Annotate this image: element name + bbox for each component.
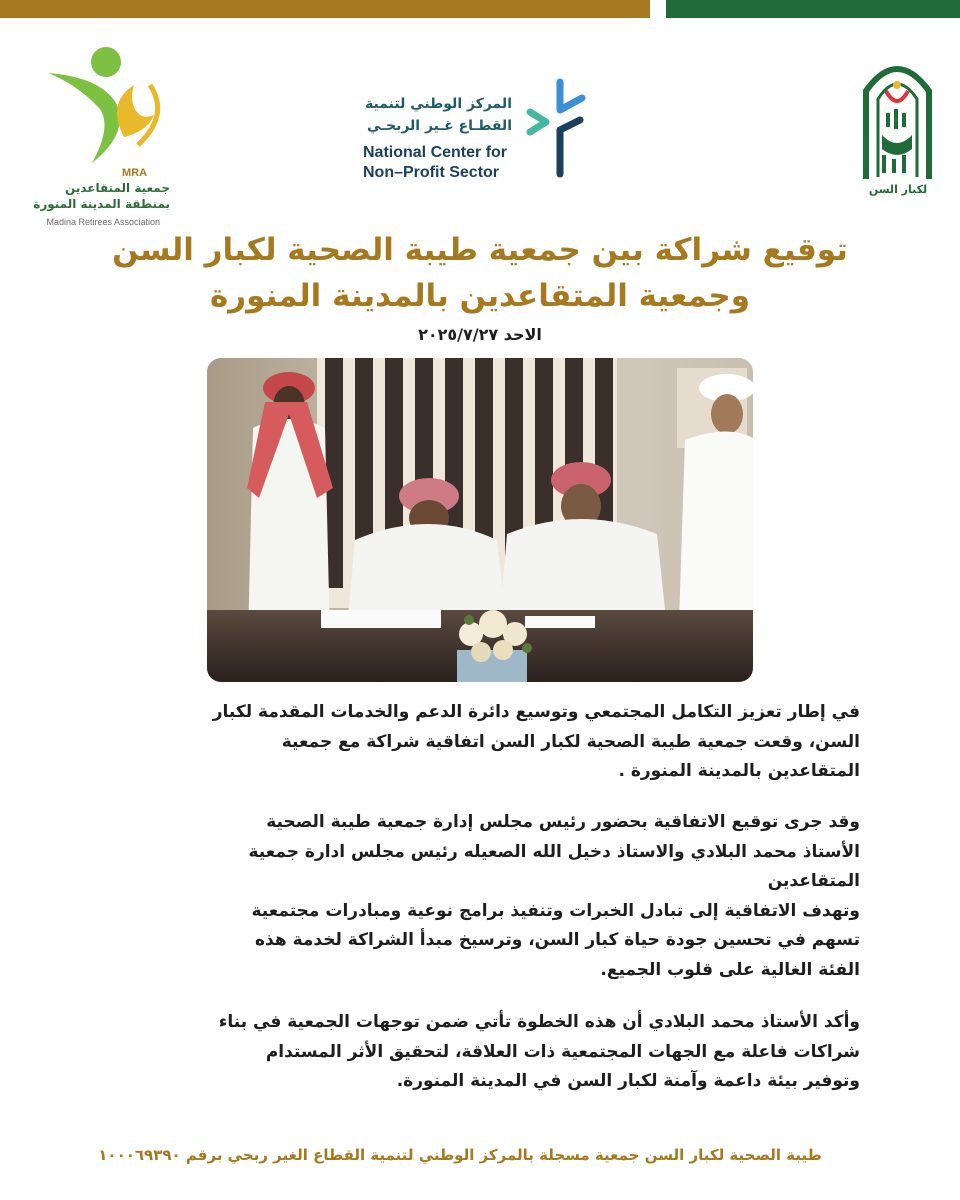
mra-logo-icon	[30, 45, 190, 175]
paragraph-details-line: وتهدف الاتفاقية إلى تبادل الخبرات وتنفيذ برامج نوعية ومبادرات مجتمعية	[251, 900, 860, 921]
mra-name-ar-line1: جمعية المتقاعدين	[65, 181, 170, 195]
taiba-logo	[860, 55, 935, 200]
paragraph-closing-line: وتوفير بيئة داعمة وآمنة لكبار السن في المدينة المنورة.	[396, 1071, 860, 1091]
paragraph-closing	[100, 1008, 860, 1097]
headline-line2: وجمعية المتقاعدين بالمدينة المنورة	[210, 278, 750, 314]
mra-logo	[30, 45, 190, 227]
paragraph-details-line: وقد جرى توقيع الاتفاقية بحضور رئيس مجلس إدارة جمعية طيبة الصحية	[266, 812, 860, 832]
ncnp-arrows-icon	[520, 78, 600, 178]
paragraph-details-line: الأستاذ محمد البلادي والاستاذ دخيل الله الصعيله رئيس مجلس ادارة جمعية	[248, 841, 860, 862]
paragraph-intro-line: المتقاعدين بالمدينة المنورة .	[618, 761, 860, 781]
paragraph-intro-line: السن، وقعت جمعية طيبة الصحية لكبار السن اتفاقية شراكة مع جمعية	[281, 731, 860, 752]
registration-footer: طيبة الصحية لكبار السن جمعية مسجلة بالمركز الوطني لتنمية القطاع الغير ربحي برقم ١٠٠٠٦٩٣٩٠	[98, 1146, 822, 1164]
paragraph-closing-line: شراكات فاعلة مع الجهات المجتمعية ذات العلاقة، لتحقيق الأثر المستدام	[265, 1041, 860, 1062]
headline-line1: توقيع شراكة بين جمعية طيبة الصحية لكبار السن	[112, 232, 848, 268]
mra-name-ar-line2: بمنطقة المدينة المنورة	[33, 197, 170, 211]
mra-abbr: MRA	[122, 167, 148, 179]
top-bar-gold	[0, 0, 650, 18]
ncnp-name-ar-line1: المركز الوطني لتنمية	[365, 96, 512, 112]
paragraph-details	[100, 808, 860, 985]
paragraph-intro-line: في إطار تعزيز التكامل المجتمعي وتوسيع دائرة الدعم والخدمات المقدمة لكبار	[212, 702, 860, 722]
paragraph-intro	[100, 698, 860, 787]
signing-photo	[207, 358, 753, 682]
top-bar-green	[666, 0, 960, 18]
mra-name-en: Madina Retirees Association	[46, 217, 160, 227]
paragraph-closing-line: وأكد الأستاذ محمد البلادي أن هذه الخطوة تأتي ضمن توجهات الجمعية في بناء	[218, 1012, 860, 1032]
paragraph-details-line: تسهم في تحسين جودة حياة كبار السن، وترسيخ مبدأ الشراكة لخدمة هذه	[255, 930, 860, 950]
ncnp-logo	[360, 78, 600, 188]
taiba-logo-icon	[860, 55, 935, 180]
taiba-caption: لكبار السن	[868, 183, 928, 196]
paragraph-details-line: الفئة الغالية على قلوب الجميع.	[600, 959, 860, 980]
post-date: الاحد ٢٠٢٥/٧/٢٧	[418, 325, 542, 344]
ncnp-name-en-line1: National Center for	[363, 144, 508, 161]
paragraph-details-line: المتقاعدين	[767, 871, 860, 891]
ncnp-name-en-line2: Non–Profit Sector	[363, 164, 500, 181]
ncnp-name-ar-line2: القطـاع غـير الربحـي	[367, 118, 512, 134]
